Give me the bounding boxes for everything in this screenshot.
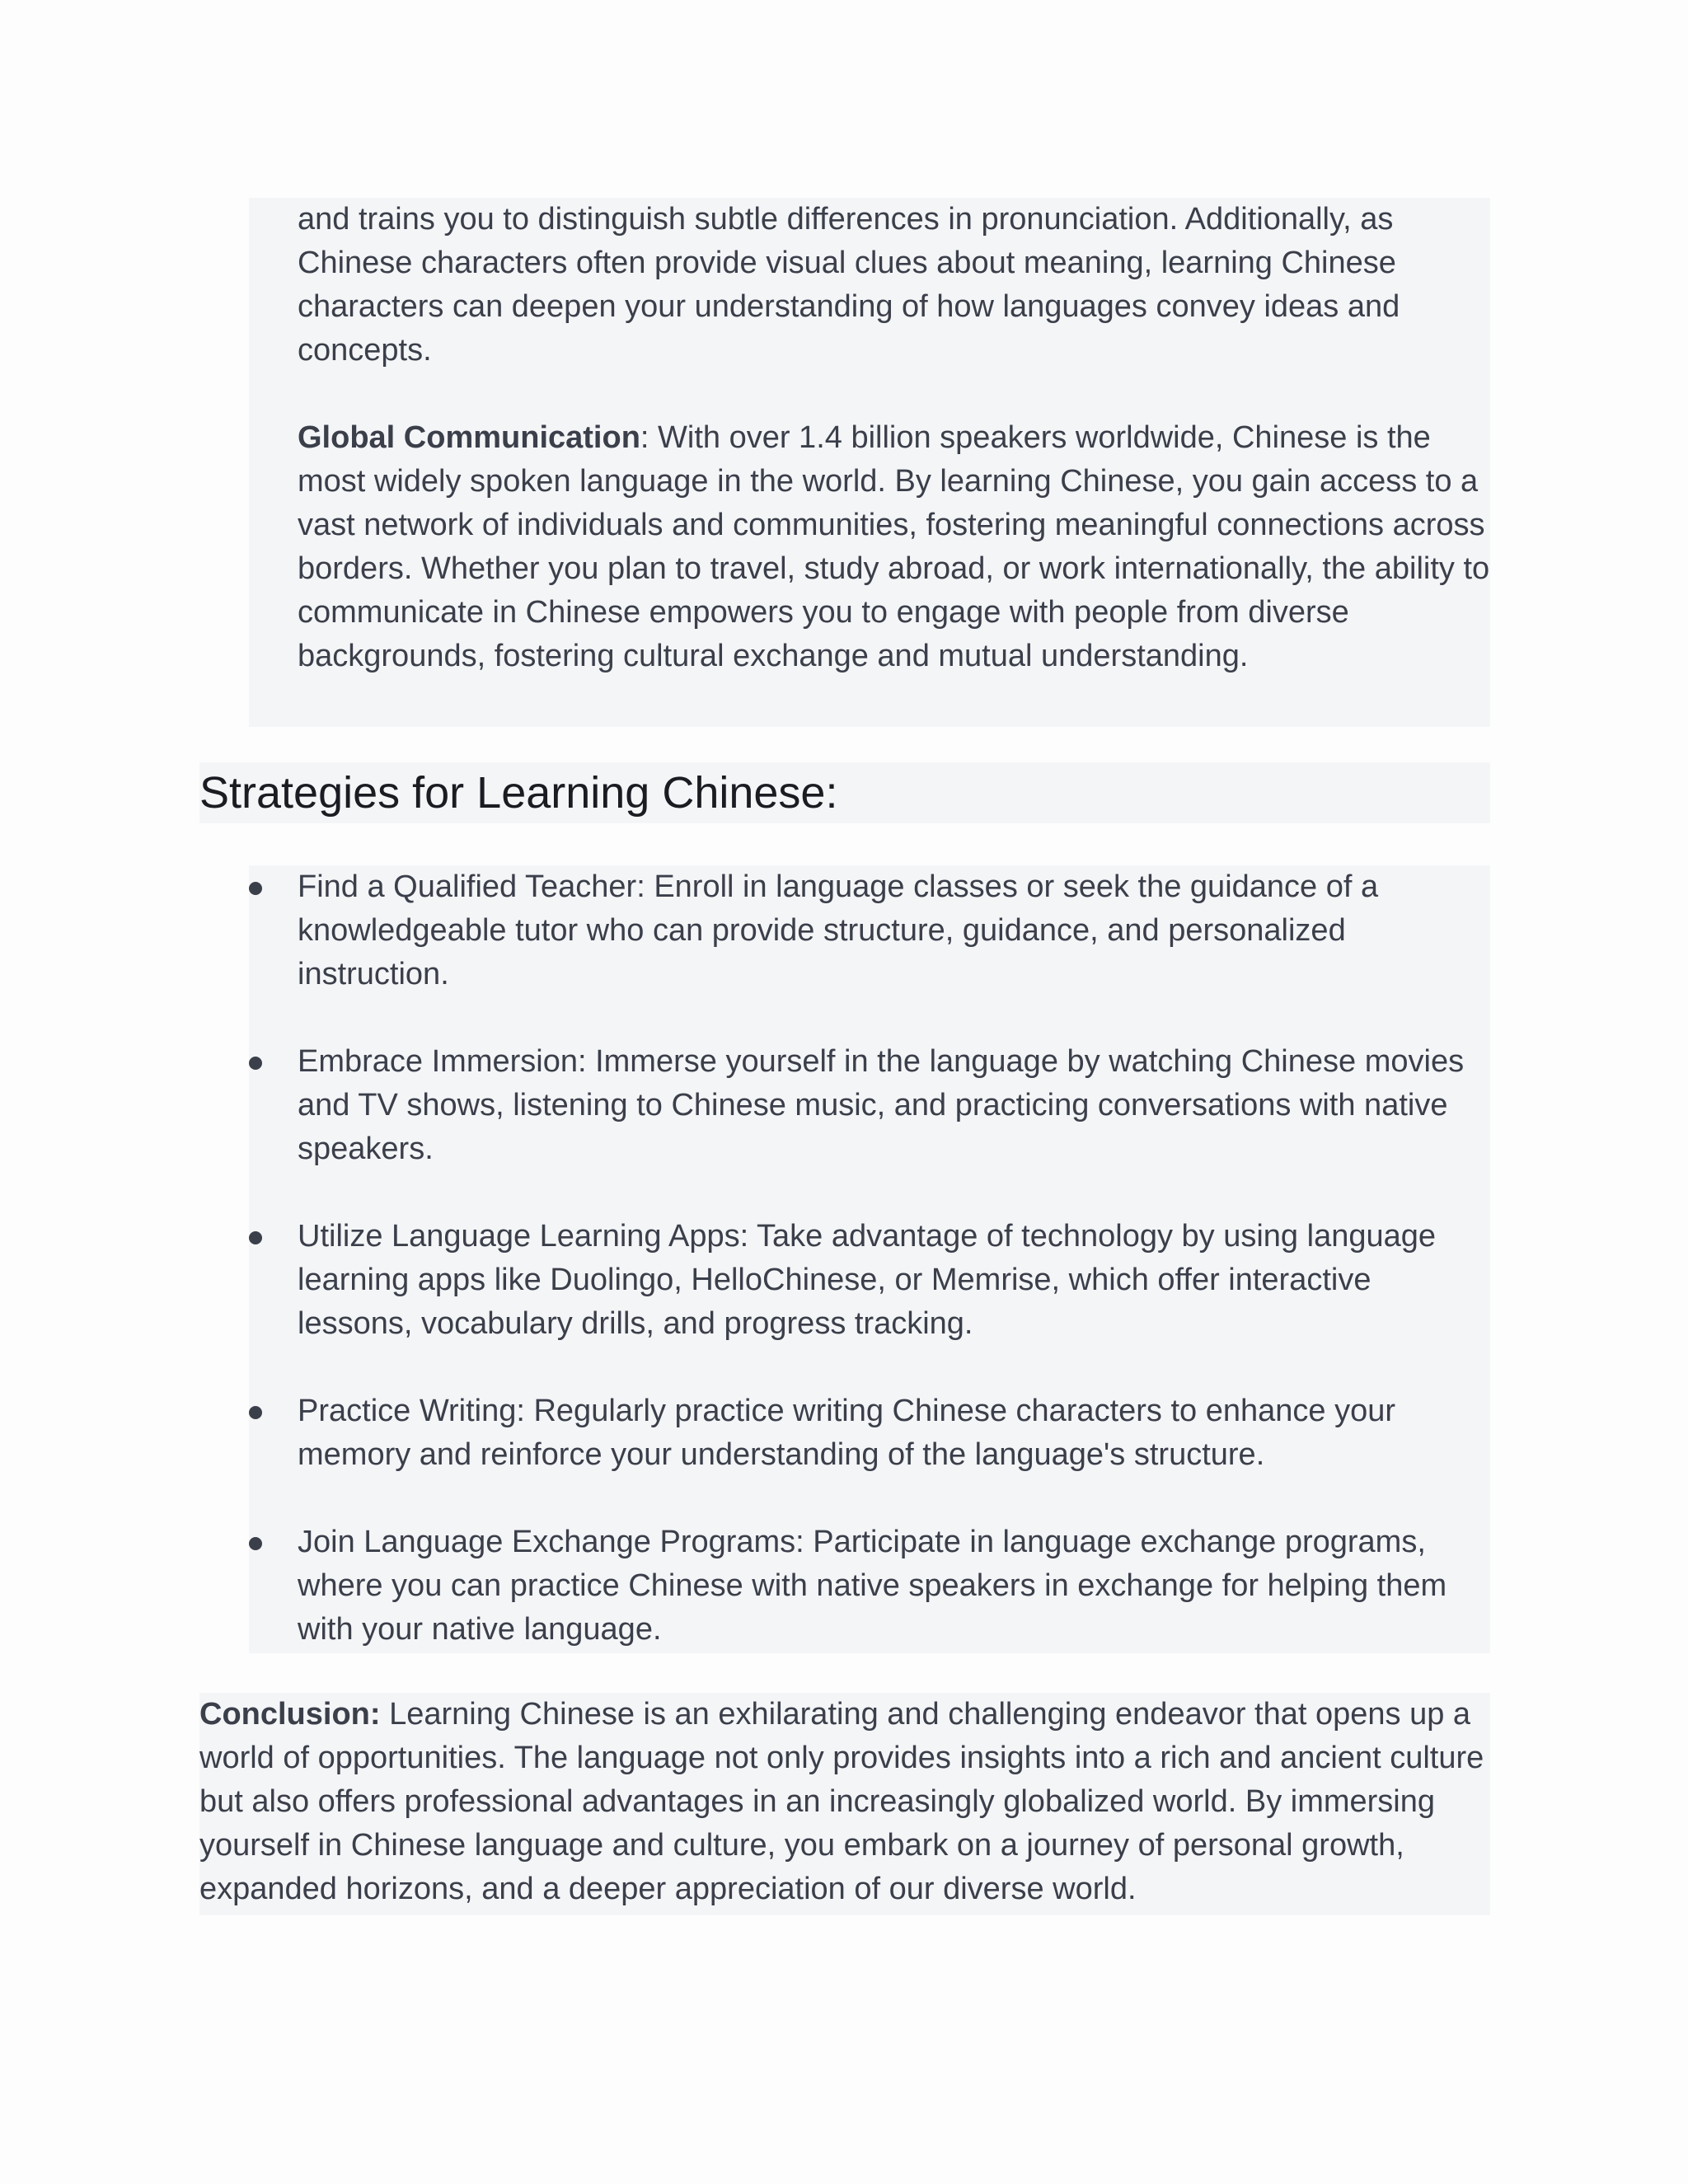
bullet-icon: [249, 1231, 262, 1244]
bullet-icon: [249, 882, 262, 895]
global-communication-text: : With over 1.4 billion speakers worldwide, Chinese is the most widely spoken language in the world. By learning Chinese, you gain access to a vast network of individuals and communities, fostering meaningful connections across borders. Whether you plan to travel, study abroad, or work internationally, the ability to communicate in Chinese empowers you to engage with people from diverse backgrounds, fostering cultural exchange and mutual understanding.: [298, 420, 1490, 673]
list-item: [249, 865, 1490, 996]
bullet-icon: [249, 1537, 262, 1550]
list-item-text: Utilize Language Learning Apps: Take advantage of technology by using language learning apps like Duolingo, HelloChinese, or Memrise, which offer interactive lessons, vocabulary drills, and progress tracking.: [298, 1219, 1437, 1341]
conclusion-text: Learning Chinese is an exhilarating and challenging endeavor that opens up a world of opportunities. The language not only provides insights into a rich and ancient culture but also offers professional advantages in an increasingly globalized world. By immersing yourself in Chinese language and culture, you embark on a journey of personal growth, expanded horizons, and a deeper appreciation of our diverse world.: [199, 1697, 1484, 1906]
conclusion-section: [199, 1693, 1490, 1915]
strategies-list-block: [249, 865, 1490, 1653]
paragraph-spacer: [298, 373, 1490, 416]
bullet-icon: [249, 1057, 262, 1070]
conclusion-label: Conclusion:: [199, 1697, 381, 1732]
strategies-heading-block: [199, 762, 1490, 823]
list-item-text: Embrace Immersion: Immerse yourself in the language by watching Chinese movies and TV shows, listening to Chinese music, and practicing conversations with native speakers.: [298, 1044, 1465, 1166]
benefits-section: [249, 198, 1490, 727]
list-item: [249, 1215, 1490, 1346]
strategies-list: [249, 865, 1490, 1652]
bullet-icon: [249, 1406, 262, 1419]
list-item: [249, 1040, 1490, 1171]
list-item: [249, 1390, 1490, 1477]
pronunciation-paragraph: and trains you to distinguish subtle differences in pronunciation. Additionally, as Chinese characters often provide visual clues about meaning, learning Chinese characters can deepen your understanding of how languages convey ideas and concepts.: [298, 202, 1400, 368]
strategies-heading: Strategies for Learning Chinese:: [199, 768, 838, 818]
list-item-text: Find a Qualified Teacher: Enroll in language classes or seek the guidance of a knowledgeable tutor who can provide structure, guidance, and personalized instruction.: [298, 869, 1379, 991]
global-communication-paragraph: [298, 416, 1490, 678]
conclusion-paragraph: [199, 1693, 1490, 1911]
list-item: [249, 1521, 1490, 1652]
global-communication-label: Global Communication: [298, 420, 640, 455]
list-item-text: Practice Writing: Regularly practice writing Chinese characters to enhance your memory and reinforce your understanding of the language's structure.: [298, 1394, 1396, 1472]
list-item-text: Join Language Exchange Programs: Participate in language exchange programs, where you can practice Chinese with native speakers in exchange for helping them with your native language.: [298, 1525, 1447, 1647]
